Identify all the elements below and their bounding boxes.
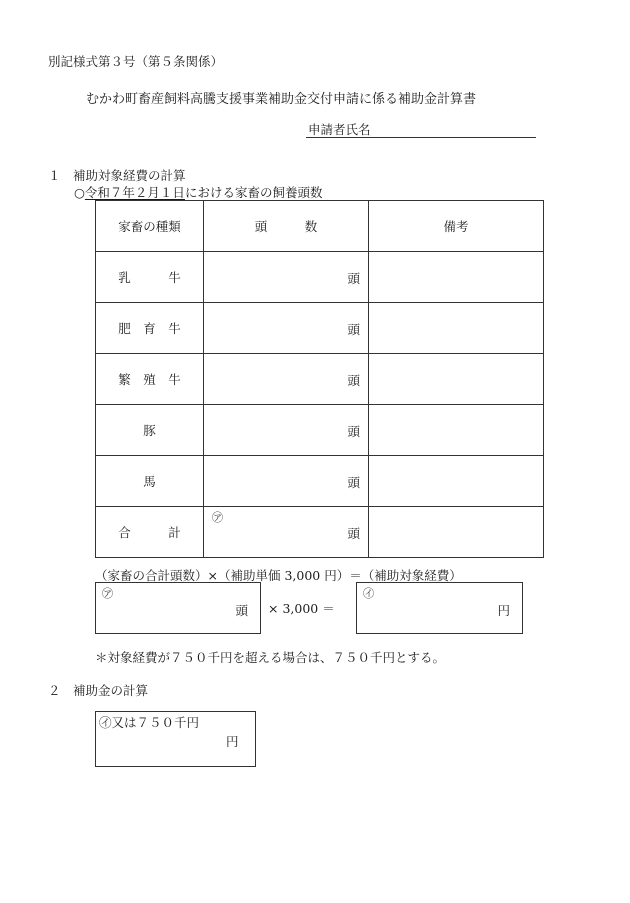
remarks-cell[interactable] bbox=[369, 354, 544, 405]
remarks-cell[interactable] bbox=[369, 252, 544, 303]
unit-label: 頭 bbox=[347, 526, 360, 541]
kind-cell: 繁 殖 牛 bbox=[96, 354, 204, 405]
circled-a-mark: ㋐ bbox=[102, 587, 113, 600]
kind-cell: 乳 牛 bbox=[96, 252, 204, 303]
subsidy-box-label: ㋑又は７５０千円 bbox=[99, 715, 200, 730]
count-cell[interactable] bbox=[204, 303, 369, 354]
total-heads-box[interactable] bbox=[95, 582, 261, 634]
eligible-cost-box[interactable] bbox=[356, 582, 523, 634]
kind-cell: 合 計 bbox=[96, 507, 204, 558]
livestock-table bbox=[95, 200, 544, 558]
count-cell[interactable] bbox=[204, 354, 369, 405]
count-cell[interactable] bbox=[204, 252, 369, 303]
count-cell[interactable] bbox=[204, 405, 369, 456]
remarks-cell[interactable] bbox=[369, 303, 544, 354]
section2-heading: ２ 補助金の計算 bbox=[48, 683, 149, 698]
applicant-name-label: 申請者氏名 bbox=[308, 122, 371, 137]
form-label: 別記様式第３号（第５条関係） bbox=[48, 54, 224, 69]
unit-label: 頭 bbox=[347, 271, 360, 286]
table-row bbox=[96, 252, 544, 303]
header-kind: 家畜の種類 bbox=[96, 201, 204, 252]
remarks-cell[interactable] bbox=[369, 405, 544, 456]
table-row bbox=[96, 354, 544, 405]
circled-a-mark: ㋐ bbox=[212, 511, 223, 524]
remarks-cell[interactable] bbox=[369, 456, 544, 507]
unit-label: 頭 bbox=[347, 475, 360, 490]
yen-unit-label: 円 bbox=[226, 734, 239, 749]
table-row bbox=[96, 303, 544, 354]
document-title: むかわ町畜産飼料高騰支援事業補助金交付申請に係る補助金計算書 bbox=[86, 92, 477, 107]
kind-cell: 肥 育 牛 bbox=[96, 303, 204, 354]
table-row bbox=[96, 405, 544, 456]
subsidy-amount-box[interactable] bbox=[95, 711, 256, 767]
kind-cell: 豚 bbox=[96, 405, 204, 456]
date-suffix: における家畜の飼養頭数 bbox=[184, 185, 323, 200]
unit-label: 頭 bbox=[347, 424, 360, 439]
table-row-total bbox=[96, 507, 544, 558]
livestock-date-line bbox=[74, 183, 322, 201]
formula-text: （家畜の合計頭数）×（補助単価 3,000 円）＝（補助対象経費） bbox=[95, 568, 462, 583]
unit-label: 頭 bbox=[347, 373, 360, 388]
count-cell-total[interactable] bbox=[204, 507, 369, 558]
table-row bbox=[96, 456, 544, 507]
cap-note: ＊対象経費が７５０千円を超える場合は、７５０千円とする。 bbox=[95, 650, 446, 665]
count-cell[interactable] bbox=[204, 456, 369, 507]
remarks-cell[interactable] bbox=[369, 507, 544, 558]
header-remarks: 備考 bbox=[369, 201, 544, 252]
reference-date: 令和７年２月１日 bbox=[84, 185, 185, 200]
circled-i-mark: ㋑ bbox=[363, 587, 374, 600]
date-prefix: ○ bbox=[74, 185, 85, 200]
unit-label: 頭 bbox=[347, 322, 360, 337]
heads-unit-label: 頭 bbox=[235, 603, 248, 618]
kind-cell: 馬 bbox=[96, 456, 204, 507]
section1-heading: １ 補助対象経費の計算 bbox=[48, 168, 186, 183]
header-count: 頭 数 bbox=[204, 201, 369, 252]
yen-unit-label: 円 bbox=[497, 603, 510, 618]
applicant-name-line[interactable] bbox=[306, 137, 536, 138]
table-header-row bbox=[96, 201, 544, 252]
multiplier-text: × 3,000 ＝ bbox=[268, 601, 335, 616]
